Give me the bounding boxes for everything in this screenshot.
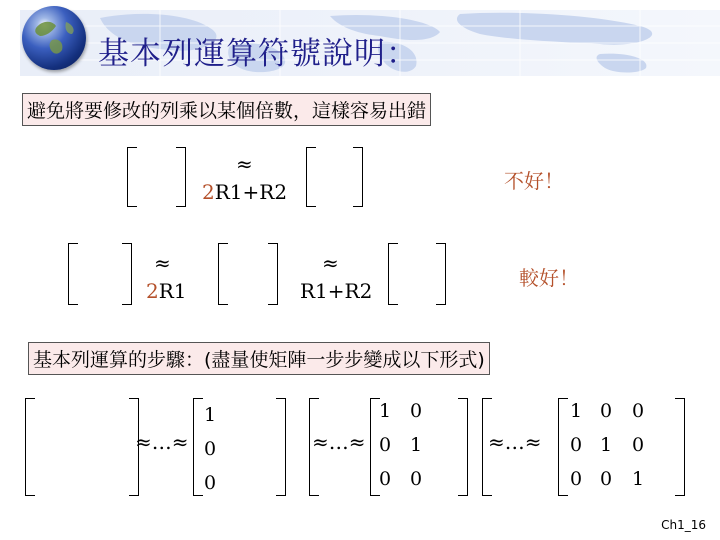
matrix-cell: 0: [204, 438, 217, 460]
row-operation: [202, 180, 287, 204]
matrix-left-bracket: [218, 243, 228, 305]
approx-symbol: ≈: [236, 152, 253, 176]
matrix-cell: 0: [570, 434, 583, 456]
matrix-cell: 0: [410, 400, 423, 422]
row-operation: [146, 279, 187, 303]
matrix-right-bracket: [436, 243, 446, 305]
matrix-cell: 0: [410, 468, 423, 490]
matrix-left-bracket: [558, 398, 568, 496]
row-operation-text: R1+R2: [214, 180, 288, 204]
matrix-cell: 0: [379, 468, 392, 490]
row-multiplier: 2: [146, 279, 159, 303]
matrix-right-bracket: [122, 243, 132, 305]
matrix-cell: 0: [632, 434, 645, 456]
matrix-left-bracket: [25, 398, 35, 496]
page-title: 基本列運算符號說明：: [98, 36, 418, 72]
matrix-right-bracket: [268, 243, 278, 305]
matrix-cell: 0: [600, 468, 613, 490]
page-number: Ch1_16: [661, 518, 706, 532]
approx-sequence: ≈…≈: [135, 430, 189, 454]
approx-sequence: ≈…≈: [488, 430, 542, 454]
matrix-right-bracket: [458, 398, 468, 496]
globe-icon: [22, 6, 86, 70]
row-operation-text: R1+R2: [300, 279, 373, 303]
matrix-left-bracket: [388, 243, 398, 305]
matrix-right-bracket: [353, 147, 363, 207]
matrix-cell: 1: [204, 404, 217, 426]
matrix-cell: 0: [600, 400, 613, 422]
hint-text-box: 避免將要修改的列乘以某個倍數，這樣容易出錯: [22, 93, 431, 126]
matrix-right-bracket: [675, 398, 685, 496]
verdict-bad: 不好！: [504, 169, 564, 193]
matrix-cell: 0: [570, 468, 583, 490]
matrix-cell: 1: [600, 434, 613, 456]
verdict-good: 較好！: [519, 266, 579, 290]
row-operation-text: R1: [158, 279, 187, 303]
approx-symbol: ≈: [322, 251, 339, 275]
matrix-cell: 0: [379, 434, 392, 456]
matrix-left-bracket: [306, 147, 316, 207]
row-multiplier: 2: [202, 180, 215, 204]
matrix-cell: 1: [410, 434, 423, 456]
matrix-cell: 1: [379, 400, 392, 422]
matrix-left-bracket: [127, 147, 137, 207]
matrix-cell: 0: [632, 400, 645, 422]
approx-sequence: ≈…≈: [312, 430, 366, 454]
matrix-left-bracket: [193, 398, 203, 496]
matrix-cell: 1: [570, 400, 583, 422]
matrix-left-bracket: [68, 243, 78, 305]
matrix-cell: 1: [632, 468, 645, 490]
steps-text-box: 基本列運算的步驟：(盡量使矩陣一步步變成以下形式): [28, 342, 490, 375]
matrix-right-bracket: [176, 147, 186, 207]
approx-symbol: ≈: [154, 251, 171, 275]
matrix-cell: 0: [204, 472, 217, 494]
matrix-right-bracket: [276, 398, 286, 496]
